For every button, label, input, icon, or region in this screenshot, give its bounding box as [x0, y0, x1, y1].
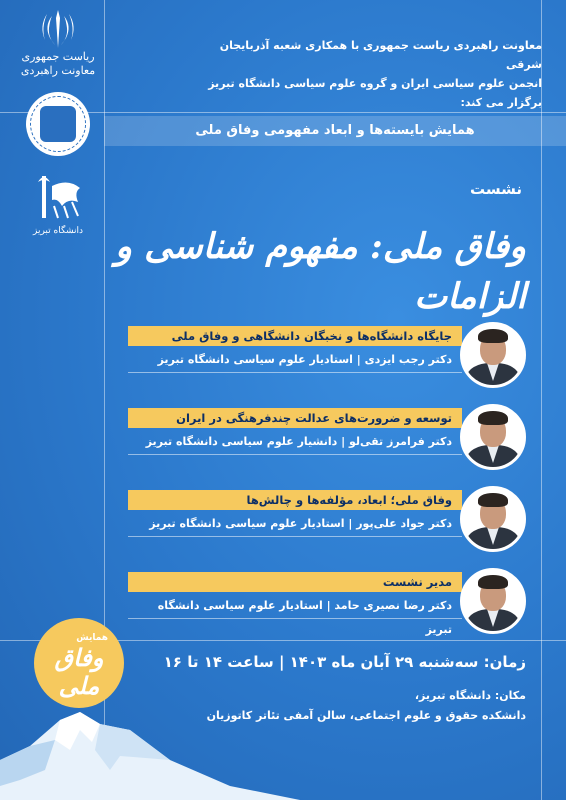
badge-small-text: همایش — [76, 633, 108, 643]
place-line: مکان: دانشگاه تبریز، — [414, 689, 526, 702]
presidency-logo-text: ریاست جمهوری — [21, 50, 95, 63]
talk-title: وفاق ملی؛ ابعاد، مؤلفه‌ها و چالش‌ها — [128, 490, 462, 510]
deputy-logo-text: معاونت راهبردی — [20, 64, 96, 77]
speaker-photo — [460, 568, 526, 634]
header-line: معاونت راهبردی ریاست جمهوری با همکاری شعبه آذربایجان شرقی — [219, 39, 542, 71]
talk-item — [0, 490, 566, 556]
logo-column — [18, 8, 98, 234]
talk-speaker: دکتر فرامرز تقی‌لو | دانشیار علوم سیاسی دانشگاه تبریز — [128, 430, 462, 455]
conference-title-band: همایش بایسته‌ها و ابعاد مفهومی وفاق ملی — [104, 116, 566, 146]
iran-emblem-icon — [38, 8, 78, 50]
university-logo — [28, 172, 88, 234]
event-time: زمان: سه‌شنبه ۲۹ آبان ماه ۱۴۰۳ | ساعت ۱۴ تا ۱۶ — [163, 653, 526, 671]
lion-torch-icon — [28, 172, 88, 220]
talk-speaker: دکتر جواد علی‌پور | استادیار علوم سیاسی دانشگاه تبریز — [128, 512, 462, 537]
photo-hair — [478, 411, 508, 425]
talk-speaker: دکتر رجب ایزدی | استادیار علوم سیاسی دانشگاه تبریز — [128, 348, 462, 373]
event-place — [106, 686, 526, 726]
speaker-photo — [460, 486, 526, 552]
organizers-header — [202, 36, 542, 112]
speaker-photo — [460, 404, 526, 470]
talk-title: جایگاه دانشگاه‌ها و نخبگان دانشگاهی و وفاق ملی — [128, 326, 462, 346]
political-science-association-logo — [26, 92, 90, 156]
university-logo-text: دانشگاه تبریز — [33, 226, 83, 236]
logo-core — [40, 106, 76, 142]
main-title: وفاق ملی: مفهوم شناسی و الزامات — [115, 226, 526, 317]
photo-hair — [478, 575, 508, 589]
speaker-photo — [460, 322, 526, 388]
header-line: برگزار می کند: — [460, 96, 542, 109]
badge-title: وفاق ملی — [54, 643, 104, 700]
talk-item — [0, 408, 566, 474]
talk-title: مدیر نشست — [128, 572, 462, 592]
talk-speaker: دکتر رضا نصیری حامد | استادیار علوم سیاسی دانشگاه تبریز — [128, 594, 462, 619]
talk-item — [0, 326, 566, 392]
photo-hair — [478, 329, 508, 343]
talk-title: توسعه و ضرورت‌های عدالت چندفرهنگی در ایران — [128, 408, 462, 428]
place-line: دانشکده حقوق و علوم اجتماعی، سالن آمفی تئاتر کاتوزیان — [206, 709, 526, 722]
session-label: نشست — [469, 180, 522, 198]
header-line: انجمن علوم سیاسی ایران و گروه علوم سیاسی دانشگاه تبریز — [208, 77, 542, 90]
photo-hair — [478, 493, 508, 507]
